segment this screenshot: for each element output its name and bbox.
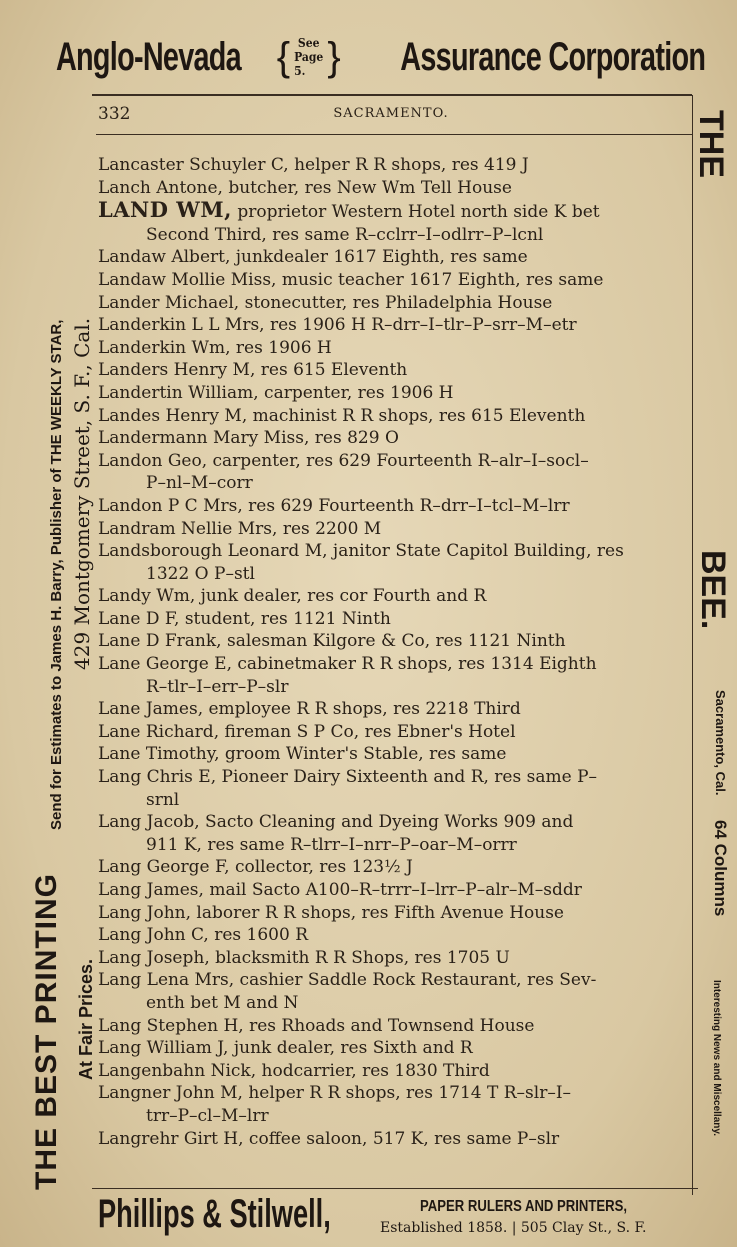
directory-entry [98, 427, 692, 450]
directory-entry [98, 811, 692, 834]
entry-text: proprietor Western Hotel north side K bet [231, 202, 600, 223]
top-ad-right: Assurance Corporation [399, 34, 705, 79]
right-ad-sacramento: Sacramento, Cal. [713, 690, 728, 796]
top-advertisement [55, 22, 705, 92]
left-ad-fair: At Fair Prices. [76, 958, 96, 1080]
right-ad-the: THE [692, 110, 730, 178]
directory-entry [98, 879, 692, 902]
see-line2: Page 5. [294, 50, 324, 78]
page-header [96, 100, 686, 128]
header-rule [92, 94, 692, 96]
directory-entry [98, 563, 692, 586]
left-ad-address: 429 Montgomery Street, S. F., Cal. [70, 317, 94, 670]
right-ad-bee: BEE. [694, 550, 732, 630]
entry-text: Lang George F, collector, res 123½ J [98, 857, 413, 878]
directory-entry [98, 450, 692, 473]
directory-entry [98, 292, 692, 315]
entry-text: Lang Joseph, blacksmith R R Shops, res 1705 U [98, 947, 510, 968]
right-ad-columns: 64 Columns [711, 820, 730, 917]
entry-text: Lang Stephen H, res Rhoads and Townsend House [98, 1015, 535, 1036]
directory-entry [98, 585, 692, 608]
bottom-ad-paper: PAPER RULERS AND PRINTERS, [420, 1198, 628, 1215]
top-ad-left: Anglo-Nevada [55, 34, 241, 79]
directory-entry [98, 1060, 692, 1083]
entry-continuation: 911 K, res same R–tlrr–I–nrr–P–oar–M–orrr [146, 834, 517, 855]
entry-text: Landon Geo, carpenter, res 629 Fourteenth R–alr–I–socl– [98, 450, 589, 471]
brace-right: } [327, 34, 341, 79]
running-head: SACRAMENTO. [333, 106, 449, 121]
entry-text: Landon P C Mrs, res 629 Fourteenth R–drr–I–tcl–M–lrr [98, 495, 570, 516]
directory-entry [98, 337, 692, 360]
directory-entry [98, 314, 692, 337]
entry-text: Lane D F, student, res 1121 Ninth [98, 608, 391, 629]
entry-text: Landermann Mary Miss, res 829 O [98, 428, 399, 449]
directory-entry [98, 969, 692, 992]
directory-entry [98, 1015, 692, 1038]
directory-entry [98, 743, 692, 766]
entry-text: Landers Henry M, res 615 Eleventh [98, 360, 408, 381]
entry-text: Lang Lena Mrs, cashier Saddle Rock Restaurant, res Sev- [98, 970, 597, 991]
directory-entry [98, 177, 692, 200]
directory-entry [98, 1128, 692, 1151]
bottom-ad-established: Established 1858. | 505 Clay St., S. F. [380, 1220, 647, 1236]
directory-entry [98, 834, 692, 857]
directory-entry [98, 1105, 692, 1128]
directory-entry [98, 924, 692, 947]
directory-entry [98, 630, 692, 653]
brace-left: { [276, 34, 291, 79]
left-margin-ad [0, 90, 95, 1190]
directory-entry [98, 359, 692, 382]
directory-entry [98, 856, 692, 879]
entry-text: Lane D Frank, salesman Kilgore & Co, res 1121 Ninth [98, 631, 566, 652]
directory-entry [98, 269, 692, 292]
entry-text: Landerkin L L Mrs, res 1906 H R–drr–I–tlr–P–srr–M–etr [98, 315, 577, 336]
see-line1: See [297, 36, 320, 50]
entry-continuation: srnl [146, 789, 180, 810]
entry-continuation: 1322 O P–stl [146, 563, 255, 584]
entry-continuation: R–tlr–I–err–P–slr [146, 676, 289, 697]
entry-text: Lander Michael, stonecutter, res Philadelphia House [98, 292, 553, 313]
entry-text: Landaw Mollie Miss, music teacher 1617 Eighth, res same [98, 269, 604, 290]
left-ad-main: THE BEST PRINTING [30, 872, 63, 1190]
directory-entry [98, 608, 692, 631]
page-number: 332 [98, 104, 131, 124]
directory-entry [98, 902, 692, 925]
directory-entry [98, 382, 692, 405]
entry-text: Landertin William, carpenter, res 1906 H [98, 382, 454, 403]
directory-entry [98, 495, 692, 518]
directory-entry [98, 698, 692, 721]
entry-text: Langner John M, helper R R shops, res 1714 T R–slr–I– [98, 1083, 572, 1104]
entry-text: Landram Nellie Mrs, res 2200 M [98, 518, 382, 539]
entry-text: Lane Timothy, groom Winter's Stable, res same [98, 744, 507, 765]
directory-entry [98, 653, 692, 676]
entry-text: Langrehr Girt H, coffee saloon, 517 K, res same P–slr [98, 1128, 560, 1149]
entry-text: Langenbahn Nick, hodcarrier, res 1830 Third [98, 1060, 490, 1081]
entry-text: Lane Richard, fireman S P Co, res Ebner's Hotel [98, 721, 516, 742]
directory-entry [98, 676, 692, 699]
entry-text: Lanch Antone, butcher, res New Wm Tell House [98, 177, 512, 198]
directory-entry [98, 224, 692, 247]
entry-text: Lane James, employee R R shops, res 2218 Third [98, 699, 521, 720]
entry-text: Landerkin Wm, res 1906 H [98, 337, 332, 358]
left-ad-send: Send for Estimates to James H. Barry, Publisher of THE WEEKLY STAR, [48, 319, 65, 830]
directory-entry [98, 199, 692, 224]
entry-continuation: P–nl–M–corr [146, 473, 253, 494]
right-ad-interesting: Interesting News and Miscellany. [711, 980, 722, 1136]
header-rule-lower [96, 134, 692, 135]
directory-entry [98, 992, 692, 1015]
entry-text: Landy Wm, junk dealer, res cor Fourth and R [98, 586, 487, 607]
entry-text: Lang Chris E, Pioneer Dairy Sixteenth and R, res same P– [98, 767, 598, 788]
entry-continuation: trr–P–cl–M–lrr [146, 1105, 269, 1126]
entry-text: Landaw Albert, junkdealer 1617 Eighth, res same [98, 247, 528, 268]
entry-continuation: enth bet M and N [146, 992, 299, 1013]
entry-text: Landsborough Leonard M, janitor State Capitol Building, res [98, 541, 624, 562]
directory-entry [98, 154, 692, 177]
directory-entry [98, 947, 692, 970]
directory-entry [98, 246, 692, 269]
directory-entries [98, 154, 692, 1150]
directory-entry [98, 472, 692, 495]
bottom-advertisement [98, 1192, 704, 1244]
footer-rule [92, 1188, 698, 1189]
directory-entry [98, 518, 692, 541]
entry-text: Landes Henry M, machinist R R shops, res 615 Eleventh [98, 405, 586, 426]
directory-entry [98, 405, 692, 428]
entry-text: Lang John, laborer R R shops, res Fifth Avenue House [98, 902, 564, 923]
bottom-ad-firm: Phillips & Stilwell, [98, 1192, 331, 1236]
directory-entry [98, 721, 692, 744]
entry-text: Lang James, mail Sacto A100–R–trrr–I–lrr–P–alr–M–sddr [98, 880, 582, 900]
entry-text: Lancaster Schuyler C, helper R R shops, res 419 J [98, 155, 529, 175]
directory-entry [98, 789, 692, 812]
right-margin-ad [692, 110, 737, 1200]
entry-bold-name: LAND WM, [98, 199, 232, 223]
entry-continuation: Second Third, res same R–cclrr–I–odlrr–P–lcnl [146, 224, 544, 245]
directory-entry [98, 1082, 692, 1105]
directory-entry [98, 1037, 692, 1060]
directory-entry [98, 766, 692, 789]
see-note [294, 36, 323, 78]
entry-text: Lang Jacob, Sacto Cleaning and Dyeing Works 909 and [98, 812, 574, 833]
entry-text: Lang John C, res 1600 R [98, 925, 309, 946]
entry-text: Lang William J, junk dealer, res Sixth and R [98, 1038, 473, 1059]
entry-text: Lane George E, cabinetmaker R R shops, res 1314 Eighth [98, 654, 597, 675]
directory-entry [98, 540, 692, 563]
